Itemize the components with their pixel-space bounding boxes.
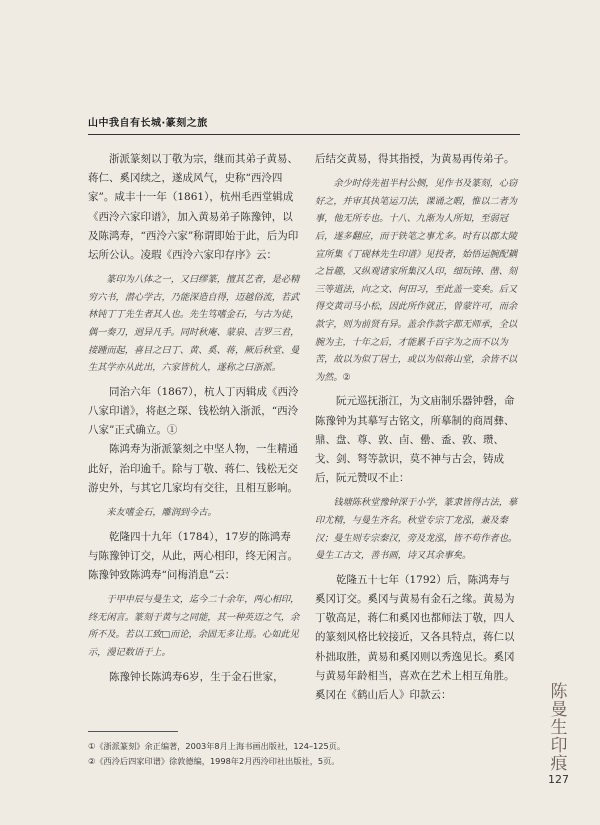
paragraph: 陈鸿寿为浙派篆刻之中坚人物，一生精通此好，治印逾千。除与丁敬、蒋仁、钱松无交游史外，与其它几家均有交往，且相互影响。 [88, 443, 298, 494]
page-number: 127 [548, 773, 569, 786]
running-header [88, 111, 520, 135]
quotation: 钱塘陈秋堂豫钟深于小学，篆隶皆得古法，摹印尤精，与曼生齐名。秋堂专宗丁龙泓，兼及秦汉；曼生则专宗秦汉，旁及龙泓，皆不苟作者也。曼生工古文，善书画，诗又其余事矣。 [315, 497, 518, 562]
quotation: 余少时侍先祖半村公侧，见作书及篆刻，心窃好之，并审其执笔运刀法，课诵之暇，惟以二者为事，他无所专也。十八、九渐为人所知，至弱冠后，遂多翻应，而于铁笔之事尤多。时有以郡太陵宣所集《丁砚林先生印谱》见投者，始悟运腕配耦之旨趣，又纵观诸家所集汉人印，细玩铸、凿、刻三等道法，向之文、何田习，至此盖一变矣。后又得交黄司马小松，因此所作就正，曾蒙许可，而余款字，则为前贤有异。盖余作款字都无师承，全以腕为主，十年之后，才能累千百字为之而不以为苦，故以为似丁居士，或以为似蒋山堂，余皆不以为然。② [315, 178, 518, 383]
header-title: 山中我自有长城·篆刻之旅 [88, 118, 208, 129]
left-column [88, 150, 301, 687]
seal-text: 陈 曼 生 印 痕 [550, 682, 568, 774]
footnote-rule [88, 731, 178, 732]
paragraph: 后结交黄易，得其指授，为黄易再传弟子。 [315, 153, 515, 165]
paragraph: 乾隆五十七年（1792）后，陈鸿寿与奚冈订交。奚冈与黄易有金石之缘。黄易为丁敬高足，蒋仁和奚冈也都师法丁敬，四人的篆刻风格比较接近，又各具特点，蒋仁以朴拙取胜，黄易和奚冈则以秀逸见长。奚冈与黄易年龄相当，喜欢在艺术上相互角胜。奚冈在《鹤山后人》印款云： [315, 573, 515, 701]
quotation: 于甲申辰与曼生文，迄今二十余年，两心相印，终无闲言。篆刻于黄与之同能，其一种英迈之气，余所不及。若以工致□而论，余固无多让焉。心如此见示，漫记数语于上。 [88, 594, 300, 658]
paragraph: 陈豫钟长陈鸿寿6岁，生于金石世家， [109, 670, 284, 683]
paragraph: 同治六年（1867），杭人丁丙辑成《西泠八家印谱》，将赵之琛、钱松纳入浙派，“西泠八家”正式确立。① [88, 385, 299, 437]
quotation: 来友嗜金石，雕润到今古。 [106, 507, 217, 518]
footnote: ①《浙派篆刻》余正编著，2003年8月上海书画出版社，124–125页。 [88, 741, 346, 751]
paragraph: 浙派篆刻以丁敬为宗，继而其弟子黄易、蒋仁、奚冈续之，遂成风气，史称“西泠四家”。咸丰十一年（1861），杭州毛西堂辑成《西泠六家印谱》，加入黄易弟子陈豫钟，以及陈鸿寿，“西泠六家”称谓即始于此，后为印坛所公认。凌瑕《西泠六家印存序》云： [88, 153, 299, 262]
footnotes [88, 739, 520, 769]
paragraph: 阮元巡抚浙江，为文庙制乐器钟磬，命陈豫钟为其摹写古铭文，所摹制的商周彝、鼎、盘、尊、敦、卣、罍、盉、敦、瓒、戈、剑、弩等款识，莫不神与古会，铸成后，阮元赞叹不止： [315, 395, 515, 485]
right-column [315, 150, 520, 705]
quotation: 篆印为八体之一，又曰缪篆，擅其艺者，是必精穷六书，潜心学古，乃能深造自得，迈越俗流，若武林钝丁丁先生者其人也。先生笃嗜金石，与古为徒，偶一奏刀，迥异凡手。同时秋庵、蒙泉、吉罗三君，接踵而起，喜目之曰丁、黄、奚、蒋，厥后秋堂、曼生其学亦从此出，六家皆杭人，遂称之曰浙派。 [88, 274, 300, 374]
paragraph: 乾隆四十九年（1784），17岁的陈鸿寿与陈豫钟订交，从此，两心相印，终无闲言。陈豫钟致陈鸿寿“问梅消息”云： [88, 530, 298, 581]
footnote: ②《西泠后四家印谱》徐敦德编，1998年2月西泠印社出版社，5页。 [88, 756, 340, 766]
seal-calligraphy [545, 683, 573, 773]
